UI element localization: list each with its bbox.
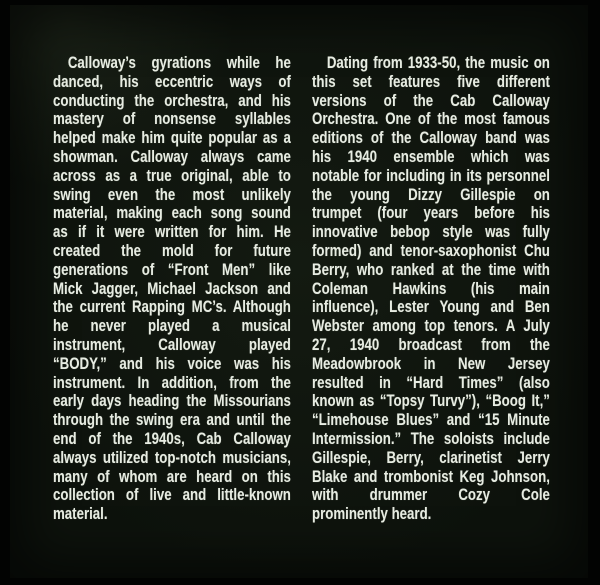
text-line: Mick Jagger, Michael Jackson and: [53, 279, 291, 298]
text-line: across as a true original, able to: [53, 166, 291, 185]
text-line: the current Rapping MC’s. Although: [53, 298, 291, 317]
text-line: generations of “Front Men” like: [53, 260, 291, 279]
left-text-column: [53, 54, 291, 524]
text-line: the young Dizzy Gillespie on: [312, 185, 550, 204]
text-line: instrument. In addition, from the: [53, 373, 291, 392]
text-line: Berry, who ranked at the time with: [312, 260, 550, 279]
scanned-paper-background: [10, 5, 588, 578]
text-line: with drummer Cozy Cole: [312, 486, 550, 505]
text-line: formed) and tenor-saxophonist Chu: [312, 241, 550, 260]
text-line: as if it were written for him. He: [53, 223, 291, 242]
right-text-column: [312, 54, 550, 524]
text-line: through the swing era and until the: [53, 411, 291, 430]
text-line: early days heading the Missourians: [53, 392, 291, 411]
text-line: Blake and trombonist Keg Johnson,: [312, 467, 550, 486]
text-line: he never played a musical: [53, 317, 291, 336]
text-line: known as “Topsy Turvy”), “Boog It,”: [312, 392, 550, 411]
text-line: resulted in “Hard Times” (also: [312, 373, 550, 392]
text-line: Gillespie, Berry, clarinetist Jerry: [312, 448, 550, 467]
text-line: always utilized top-notch musicians,: [53, 448, 291, 467]
text-line: collection of live and little-known: [53, 486, 291, 505]
text-line: his 1940 ensemble which was: [312, 147, 550, 166]
text-line: material.: [53, 505, 108, 524]
text-line: Webster among top tenors. A July: [312, 317, 550, 336]
text-line: versions of the Cab Calloway: [312, 91, 550, 110]
text-line: showman. Calloway always came: [53, 147, 291, 166]
text-line: material, making each song sound: [53, 204, 291, 223]
text-line: Orchestra. One of the most famous: [312, 110, 550, 129]
text-line: end of the 1940s, Cab Calloway: [53, 429, 291, 448]
text-line: Dating from 1933-50, the music on: [326, 54, 550, 72]
text-line: danced, his eccentric ways of: [53, 72, 291, 91]
text-line: innovative bebop style was fully: [312, 223, 550, 242]
text-line: “Limehouse Blues” and “15 Minute: [312, 411, 550, 430]
text-line: this set features five different: [312, 72, 550, 91]
text-line: notable for including in its personnel: [312, 166, 550, 185]
text-line: created the mold for future: [53, 241, 291, 260]
text-line: instrument, Calloway played: [53, 335, 291, 354]
text-line: “BODY,” and his voice was his: [53, 354, 291, 373]
text-line: prominently heard.: [312, 505, 432, 524]
text-line: Meadowbrook in New Jersey: [312, 354, 550, 373]
text-line: trumpet (four years before his: [312, 204, 550, 223]
text-line: 27, 1940 broadcast from the: [312, 335, 550, 354]
text-line: influence), Lester Young and Ben: [312, 298, 550, 317]
text-line: conducting the orchestra, and his: [53, 91, 291, 110]
text-line: Intermission.” The soloists include: [312, 429, 550, 448]
text-line: swing even the most unlikely: [53, 185, 291, 204]
text-line: mastery of nonsense syllables: [53, 110, 291, 129]
text-line: many of whom are heard on this: [53, 467, 291, 486]
text-line: Coleman Hawkins (his main: [312, 279, 550, 298]
text-line: helped make him quite popular as a: [53, 129, 291, 148]
text-line: Calloway’s gyrations while he: [67, 54, 291, 72]
text-line: editions of the Calloway band was: [312, 129, 550, 148]
